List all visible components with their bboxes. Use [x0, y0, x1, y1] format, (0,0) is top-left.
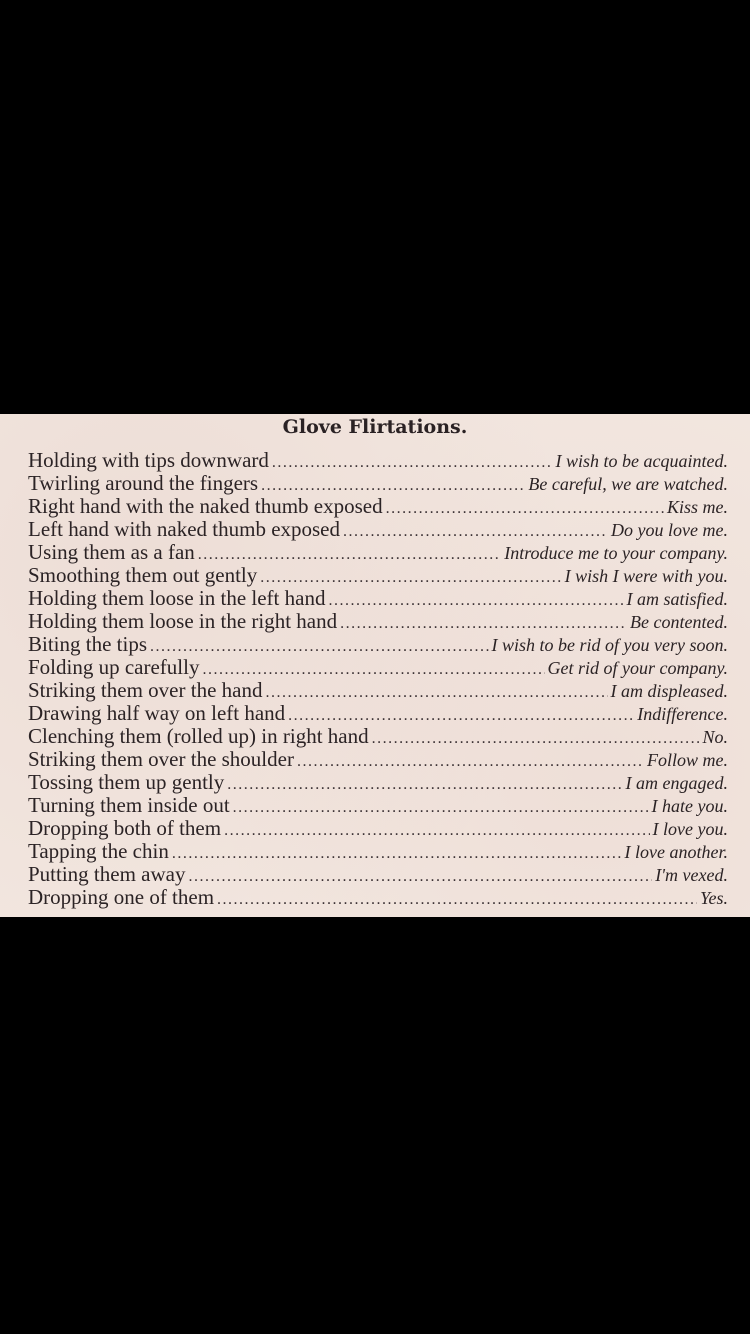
gesture-text: Tossing them up gently [28, 770, 225, 794]
meaning-text: No. [702, 727, 728, 747]
glove-flirtations-clipping [0, 414, 750, 917]
list-item [28, 725, 728, 748]
dot-leader [172, 842, 622, 865]
gesture-text: Smoothing them out gently [28, 563, 258, 587]
list-item [28, 495, 728, 518]
dot-leader [227, 773, 622, 796]
list-item [28, 472, 728, 495]
meaning-text: Do you love me. [611, 520, 728, 540]
meaning-text: Follow me. [647, 750, 728, 770]
meaning-text: Indifference. [637, 704, 728, 724]
list-item [28, 449, 728, 472]
list-item [28, 702, 728, 725]
meaning-text: Kiss me. [666, 497, 728, 517]
dot-leader [150, 635, 489, 658]
dot-leader [188, 865, 652, 888]
list-item [28, 541, 728, 564]
dot-leader [224, 819, 649, 842]
dot-leader [272, 451, 553, 474]
gesture-text: Biting the tips [28, 632, 148, 656]
list-item [28, 518, 728, 541]
meaning-text: I am satisfied. [626, 589, 728, 609]
gesture-text: Striking them over the shoulder [28, 747, 294, 771]
meaning-text: I wish I were with you. [564, 566, 728, 586]
page-title: Glove Flirtations. [282, 416, 468, 438]
list-item [28, 633, 728, 656]
dot-leader [297, 750, 644, 773]
gesture-text: Dropping one of them [28, 885, 215, 909]
meaning-text: I wish to be rid of you very soon. [491, 635, 728, 655]
list-item [28, 794, 728, 817]
gesture-text: Holding them loose in the left hand [28, 586, 326, 610]
gesture-text: Clenching them (rolled up) in right hand [28, 724, 369, 748]
list-item [28, 840, 728, 863]
list-item [28, 564, 728, 587]
meaning-text: I am engaged. [625, 773, 728, 793]
dot-leader [233, 796, 649, 819]
dot-leader [386, 497, 664, 520]
list-item [28, 771, 728, 794]
gesture-text: Twirling around the fingers [28, 471, 259, 495]
list-item [28, 679, 728, 702]
list-item [28, 817, 728, 840]
meaning-text: Be careful, we are watched. [528, 474, 728, 494]
gesture-text: Putting them away [28, 862, 186, 886]
dot-leader [217, 888, 697, 911]
gesture-text: Dropping both of them [28, 816, 222, 840]
meaning-text: Get rid of your company. [547, 658, 728, 678]
list-item [28, 610, 728, 633]
meaning-text: I love another. [624, 842, 728, 862]
gesture-text: Turning them inside out [28, 793, 230, 817]
gesture-text: Striking them over the hand [28, 678, 263, 702]
list-item [28, 748, 728, 771]
meaning-text: Be contented. [630, 612, 728, 632]
list-item [28, 587, 728, 610]
meaning-text: I hate you. [651, 796, 728, 816]
gesture-text: Left hand with naked thumb exposed [28, 517, 341, 541]
list-item [28, 863, 728, 886]
meaning-text: Introduce me to your company. [504, 543, 728, 563]
gesture-text: Using them as a fan [28, 540, 195, 564]
gesture-text: Folding up carefully [28, 655, 200, 679]
gesture-text: Holding them loose in the right hand [28, 609, 338, 633]
meaning-text: I'm vexed. [655, 865, 728, 885]
gesture-text: Holding with tips downward [28, 448, 269, 472]
meaning-text: I am displeased. [610, 681, 728, 701]
meaning-text: I love you. [652, 819, 728, 839]
meaning-text: Yes. [700, 888, 728, 908]
dot-leader [328, 589, 623, 612]
list-item [28, 656, 728, 679]
gesture-text: Drawing half way on left hand [28, 701, 286, 725]
gesture-text: Tapping the chin [28, 839, 169, 863]
list-item [28, 886, 728, 909]
dot-leader [372, 727, 700, 750]
gesture-text: Right hand with the naked thumb exposed [28, 494, 383, 518]
dot-leader [340, 612, 627, 635]
flirtation-list [28, 449, 728, 909]
meaning-text: I wish to be acquainted. [555, 451, 728, 471]
dot-leader [265, 681, 607, 704]
dot-leader [343, 520, 608, 543]
